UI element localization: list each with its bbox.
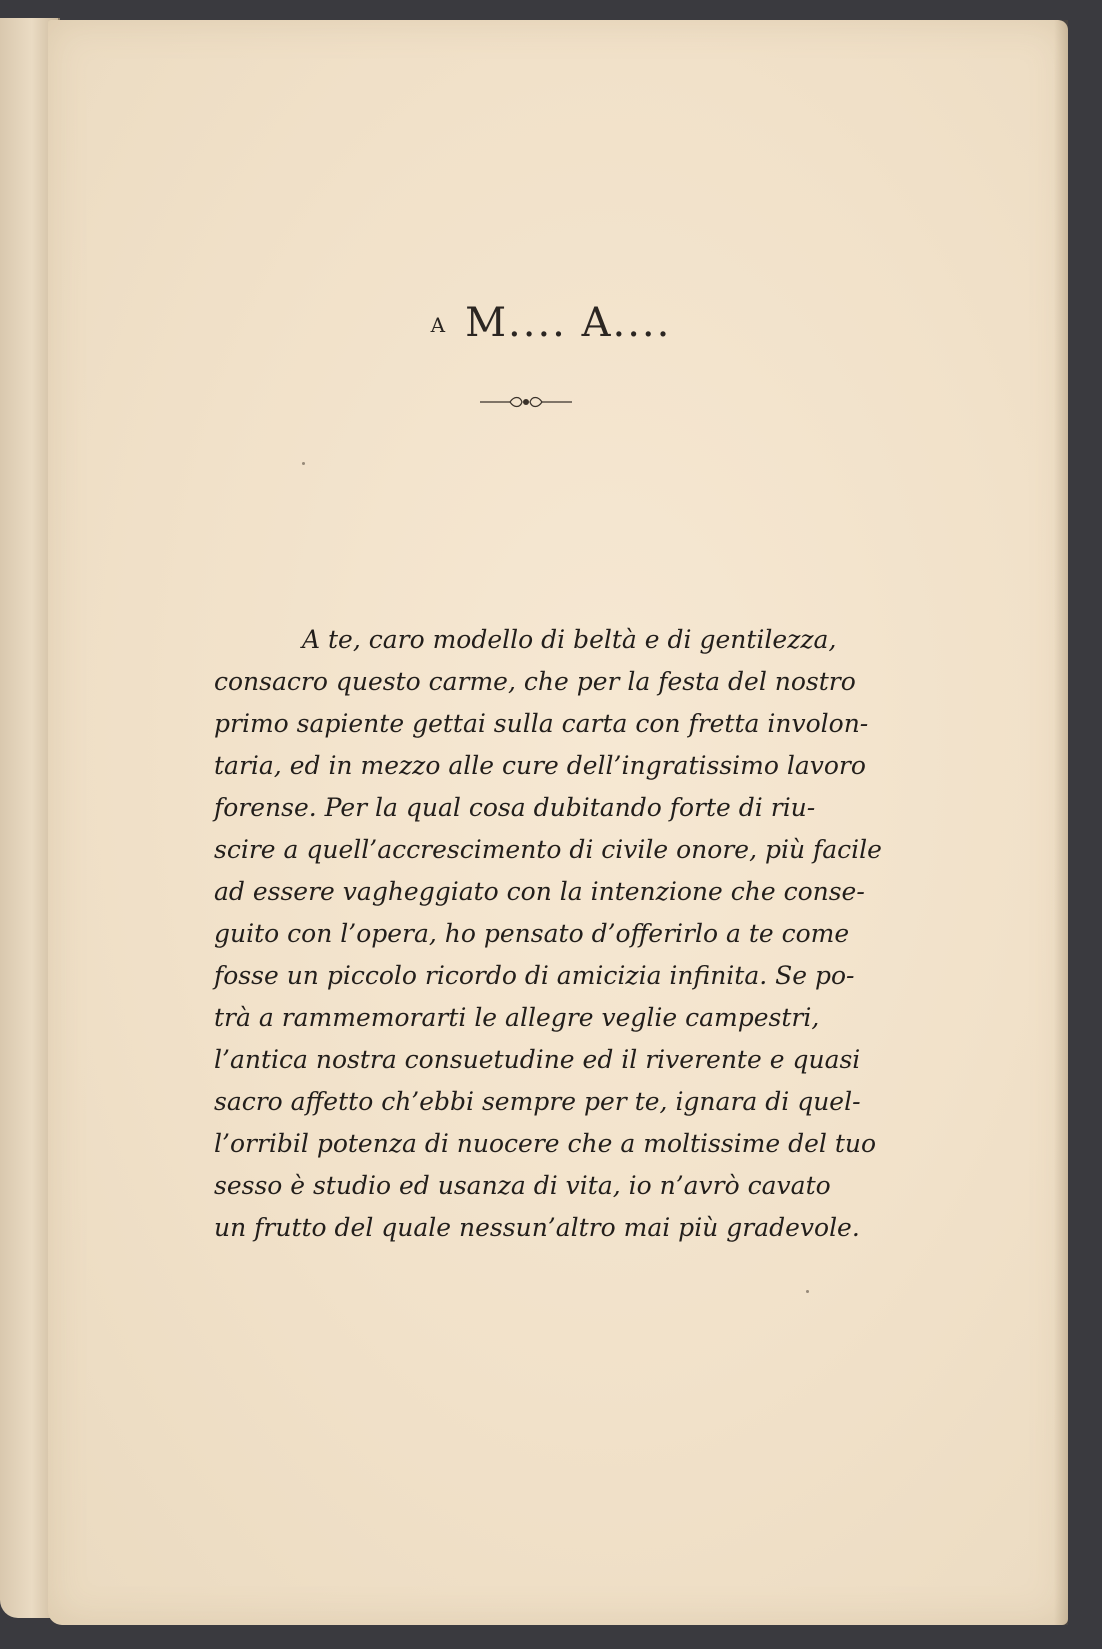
paragraph-line: l’antica nostra consuetudine ed il riverente e quasi xyxy=(214,1045,861,1074)
paragraph-line: taria, ed in mezzo alle cure dell’ingratissimo lavoro xyxy=(214,751,866,780)
paragraph-line: sesso è studio ed usanza di vita, io n’avrò cavato xyxy=(214,1171,831,1200)
paragraph-line: sacro affetto ch’ebbi sempre per te, ignara di quel- xyxy=(214,1087,861,1116)
paragraph-line: ad essere vagheggiato con la intenzione che conse- xyxy=(214,877,865,906)
dedication-paragraph xyxy=(214,619,882,1249)
paragraph-line: primo sapiente gettai sulla carta con fretta involon- xyxy=(214,709,869,738)
page-edge-shadow xyxy=(1054,20,1068,1625)
paragraph-line: l’orribil potenza di nuocere che a moltissime del tuo xyxy=(214,1129,877,1158)
paragraph-line: guito con l’opera, ho pensato d’offerirlo a te come xyxy=(214,919,850,948)
title-preposition: A xyxy=(430,313,448,337)
paragraph-line: forense. Per la qual cosa dubitando forte di riu- xyxy=(214,793,816,822)
paper-speck xyxy=(806,1290,809,1293)
paragraph-line: consacro questo carme, che per la festa del nostro xyxy=(214,667,856,696)
paragraph-line: trà a rammemorarti le allegre veglie campestri, xyxy=(214,1003,820,1032)
paper-speck xyxy=(302,462,305,465)
paragraph-line: fosse un piccolo ricordo di amicizia infinita. Se po- xyxy=(214,961,855,990)
paragraph-line: A te, caro modello di beltà e di gentilezza, xyxy=(302,625,837,654)
paragraph-line: scire a quell’accrescimento di civile onore, più facile xyxy=(214,835,882,864)
dedication-title xyxy=(0,300,1102,346)
paragraph-line: un frutto del quale nessun’altro mai più gradevole. xyxy=(214,1213,860,1242)
title-initials: M.... A.... xyxy=(465,300,672,346)
flourish-divider-icon xyxy=(480,394,572,410)
